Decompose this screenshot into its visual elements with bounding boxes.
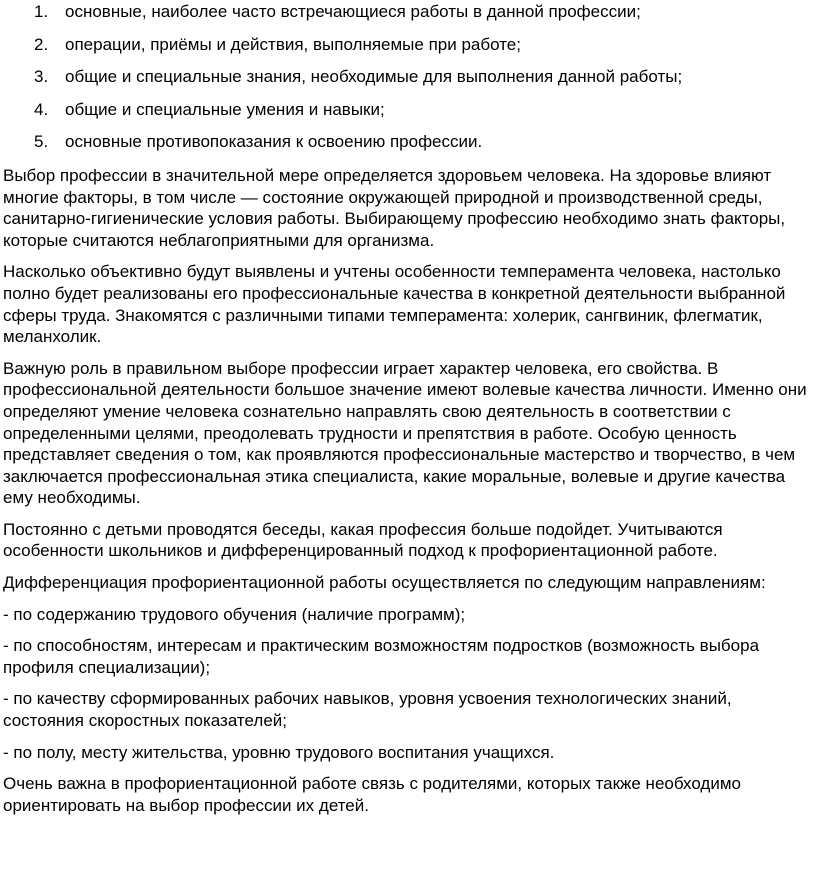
paragraph-parents: Очень важна в профориентационной работе связь с родителями, которых также необходимо ориентировать на выбор профессии их детей. [3, 774, 741, 815]
paragraph-temperament: Насколько объективно будут выявлены и учтены особенности темперамента человека, настолько полно будет реализованы его профессиональные качества в конкретной деятельности выбранной сферы труда. Знакомятся с различными типами темперамента: холерик, сангвиник, флегматик, меланхолик. [3, 262, 786, 347]
paragraph-direction-abilities: - по способностям, интересам и практическим возможностям подростков (возможность выбора профиля специализации); [3, 636, 760, 677]
list-item-text: операции, приёмы и действия, выполняемые при работе; [65, 34, 521, 54]
list-item-text: общие и специальные знания, необходимые для выполнения данной работы; [65, 67, 683, 87]
list-item-text: основные противопоказания к освоению профессии. [65, 132, 483, 152]
paragraph-differentiation: Дифференциация профориентационной работы осуществляется по следующим направлениям: [3, 573, 766, 593]
list-item [34, 65, 812, 98]
list-item-number: 2. [34, 34, 49, 54]
numbered-list [3, 0, 812, 163]
paragraph-direction-gender: - по полу, месту жительства, уровню трудового воспитания учащихся. [3, 742, 555, 762]
list-item [34, 0, 812, 33]
paragraph-conversations: Постоянно с детьми проводятся беседы, какая профессия больше подойдет. Учитываются особенности школьников и дифференцированный подход к профориентационной работе. [3, 519, 723, 561]
list-item-number: 4. [34, 99, 49, 119]
list-item [34, 33, 812, 66]
paragraph-health: Выбор профессии в значительной мере определяется здоровьем человека. На здоровье влияют многие факторы, в том числе — состояние окружающей природной и производственной среды, санитарно-гигиенические условия работы. Выбирающему профессию необходимо знать факторы, которые считаются неблагоприятными для организма. [3, 165, 786, 250]
list-item-number: 5. [34, 132, 49, 152]
paragraph-direction-skills: - по качеству сформированных рабочих навыков, уровня усвоения технологических знаний, состояния скоростных показателей; [3, 689, 732, 731]
body-text [3, 165, 812, 816]
paragraph-direction-content: - по содержанию трудового обучения (наличие программ); [3, 604, 466, 624]
paragraph-character: Важную роль в правильном выборе профессии играет характер человека, его свойства. В профессиональной деятельности большое значение имеют волевые качества личности. Именно они определяют умение человека сознательно направлять свою деятельность в соответствии с определенными целями, преодолевать трудности и препятствия в работе. Особую ценность представляет сведения о том, как проявляются профессиональные мастерство и творчество, в чем заключается профессиональная этика специалиста, какие моральные, волевые и другие качества ему необходимы. [3, 358, 807, 508]
list-item-number: 1. [34, 2, 49, 21]
list-item-number: 3. [34, 67, 49, 87]
list-item [34, 98, 812, 131]
list-item [34, 130, 812, 163]
list-item-text: общие и специальные умения и навыки; [65, 99, 385, 119]
list-item-text: основные, наиболее часто встречающиеся работы в данной профессии; [65, 2, 641, 21]
numbered-list-wrap [3, 0, 812, 163]
